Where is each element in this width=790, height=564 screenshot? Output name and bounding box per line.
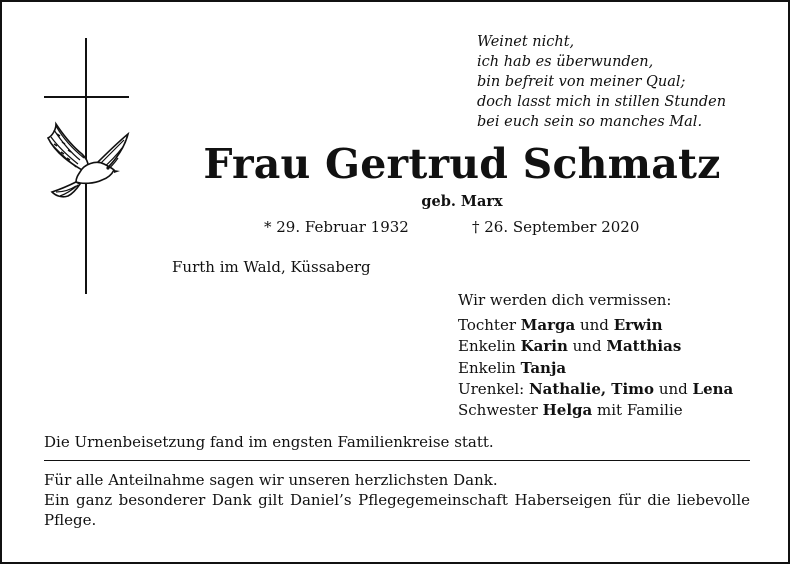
mourner-relation: Tochter: [458, 316, 521, 335]
mourner-name: Matthias: [606, 337, 682, 356]
poem-line: doch lasst mich in stillen Stunden: [477, 94, 727, 110]
mourner-name: Marga: [520, 316, 576, 335]
mourner-name: Tanja: [520, 358, 567, 377]
mourner-relation: Schwester: [458, 401, 543, 420]
mourners-list: [458, 290, 733, 421]
mourner-relation: Enkelin: [458, 358, 521, 377]
mourner-relation: Enkelin: [458, 337, 521, 356]
cross-horizontal-bar: [44, 96, 129, 98]
thanks-line: Für alle Anteilnahme sagen wir unseren herzlichsten Dank.: [44, 471, 498, 489]
mourners-intro: Wir werden dich vermissen:: [458, 291, 672, 309]
mourner-line: [458, 358, 733, 379]
mourner-relation: und: [575, 316, 614, 335]
mourner-line: [458, 336, 733, 357]
poem-line: bin befreit von meiner Qual;: [477, 74, 686, 90]
birth-date: * 29. Februar 1932: [264, 218, 409, 236]
mourner-relation: und: [567, 337, 607, 356]
mourner-relation: Urenkel:: [458, 379, 529, 398]
mourner-line: [458, 315, 733, 336]
thanks-section: [44, 470, 750, 530]
death-date: † 26. September 2020: [472, 218, 640, 236]
deceased-name: Frau Gertrud Schmatz: [203, 140, 721, 188]
poem: [477, 32, 777, 132]
mourner-relation: und: [654, 379, 693, 398]
mourner-name: Lena: [692, 379, 734, 398]
place-of-residence: Furth im Wald, Küssaberg: [172, 258, 371, 276]
urn-burial-notice: Die Urnenbeisetzung fand im engsten Familienkreise statt.: [44, 433, 494, 451]
mourner-line: [458, 379, 733, 400]
maiden-name: geb. Marx: [421, 193, 503, 210]
mourner-name: Nathalie, Timo: [528, 379, 655, 398]
special-thanks: Ein ganz besonderer Dank gilt Daniel’s Pflegegemeinschaft Haberseigen für die liebevolle Pflege.: [44, 491, 750, 529]
mourner-name: Erwin: [613, 316, 663, 335]
poem-line: bei euch sein so manches Mal.: [477, 114, 703, 130]
poem-line: Weinet nicht,: [477, 34, 575, 50]
poem-line: ich hab es überwunden,: [477, 54, 654, 70]
mourner-line: [458, 400, 733, 421]
divider: [44, 460, 750, 461]
mourner-name: Karin: [520, 337, 568, 356]
dove-icon: [42, 120, 134, 202]
mourner-relation: mit Familie: [592, 401, 683, 420]
mourners-lines: [458, 315, 733, 421]
mourner-name: Helga: [542, 401, 593, 420]
